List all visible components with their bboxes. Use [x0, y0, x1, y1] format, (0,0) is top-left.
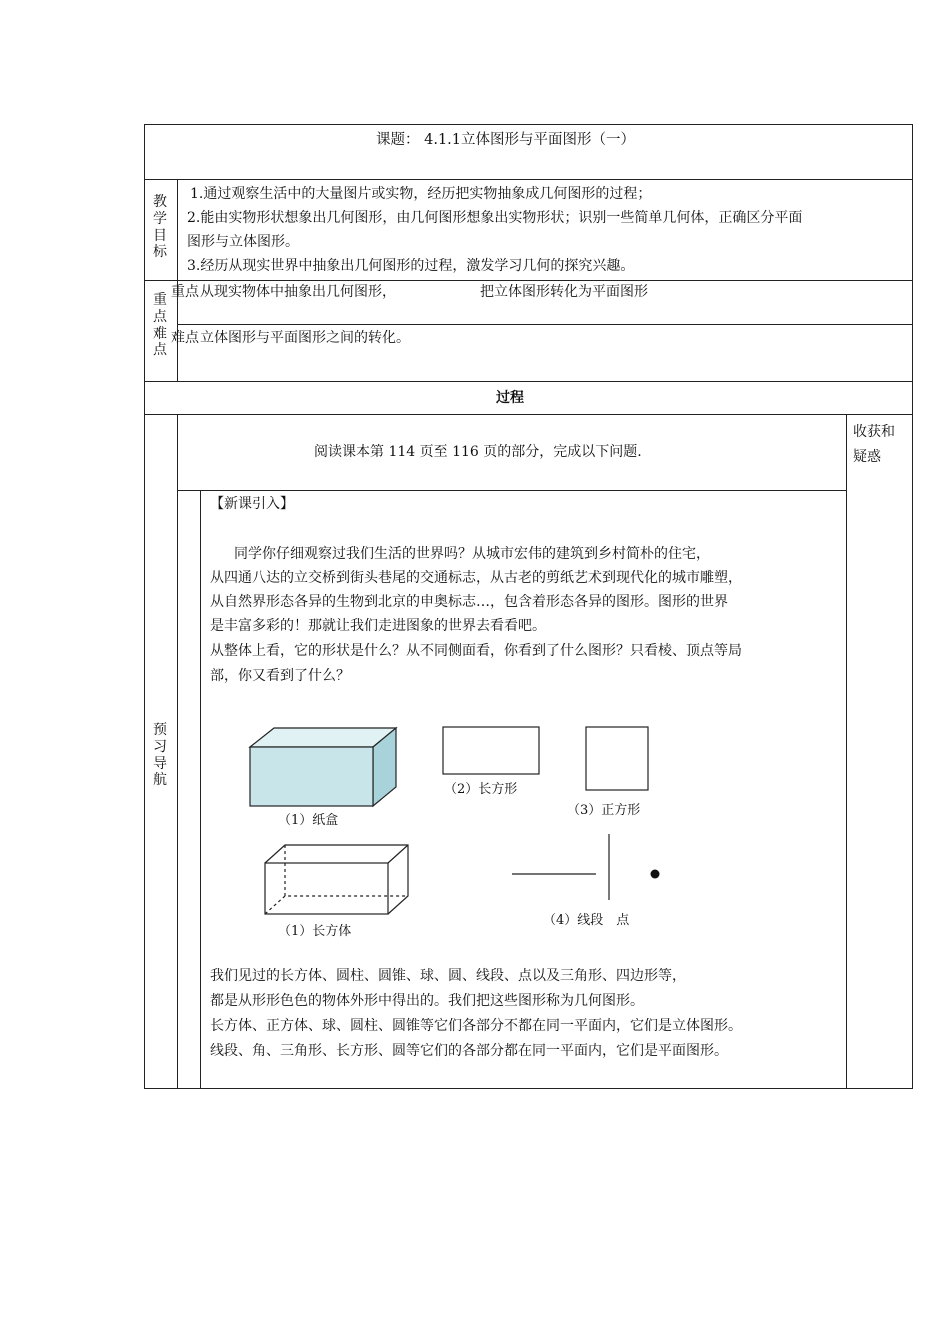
keypoints-label: 重 点 难 点 [153, 292, 167, 359]
square-figure [586, 727, 648, 790]
objective-line: 1.通过观察生活中的大量图片或实物，经历把实物抽象成几何图形的过程； [190, 186, 652, 202]
summary-line: 线段、角、三角形、长方形、圆等它们的各部分都在同一平面内，它们是平面图形。 [210, 1043, 728, 1059]
intro-line: 从四通八达的立交桥到街头巷尾的交通标志，从古老的剪纸艺术到现代化的城市雕塑， [210, 570, 742, 586]
rectangle-figure [443, 727, 539, 774]
intro-line: 部，你又看到了什么？ [210, 668, 350, 684]
geometry-figures [144, 124, 913, 1089]
difficult-point-prefix: 难点 [171, 330, 199, 346]
cuboid-figure [265, 845, 408, 914]
intro-line: 从自然界形态各异的生物到北京的申奥标志…，包含着形态各异的图形。图形的世界 [210, 594, 728, 610]
summary-line: 都是从形形色色的物体外形中得出的。我们把这些图形称为几何图形。 [210, 993, 644, 1009]
summary-line: 长方体、正方体、球、圆柱、圆锥等它们各部分不都在同一平面内，它们是立体图形。 [210, 1018, 742, 1034]
figure-caption: （3）正方形 [567, 803, 641, 818]
paper-box-figure [250, 728, 396, 806]
difficult-point-text: 立体图形与平面图形之间的转化。 [200, 330, 410, 346]
page-title: 课题： 4.1.1立体图形与平面图形（一） [376, 132, 636, 148]
summary-line: 我们见过的长方体、圆柱、圆锥、球、圆、线段、点以及三角形、四边形等， [210, 968, 686, 984]
process-heading: 过程 [496, 390, 524, 406]
objectives-label: 教 学 目 标 [153, 194, 167, 261]
figure-caption: （1）纸盒 [278, 813, 339, 828]
key-point-prefix: 重点 [171, 284, 199, 300]
reading-instruction: 阅读课本第 114 页至 116 页的部分，完成以下问题. [314, 444, 642, 460]
objective-line: 图形与立体图形。 [187, 234, 299, 250]
key-point-text: 把立体图形转化为平面图形 [480, 284, 648, 300]
figure-caption: （1）长方体 [278, 924, 352, 939]
point-figure [651, 870, 660, 879]
objective-line: 3.经历从现实世界中抽象出几何图形的过程，激发学习几何的探究兴趣。 [187, 258, 635, 274]
key-point-text: 从现实物体中抽象出几何图形， [200, 284, 396, 300]
lesson-plan-table [144, 124, 913, 1089]
intro-line: 是丰富多彩的！那就让我们走进图象的世界去看看吧。 [210, 618, 546, 634]
figure-caption: （2）长方形 [444, 782, 518, 797]
objective-line: 2.能由实物形状想象出几何图形，由几何图形想象出实物形状；识别一些简单几何体，正确区分平面 [187, 210, 803, 226]
guide-label: 预 习 导 航 [153, 722, 167, 789]
notes-column-header: 收获和 疑惑 [853, 424, 895, 465]
intro-line: 从整体上看，它的形状是什么？从不同侧面看，你看到了什么图形？只看棱、顶点等局 [210, 643, 742, 659]
section-title: 【新课引入】 [210, 496, 294, 512]
intro-line: 同学你仔细观察过我们生活的世界吗？从城市宏伟的建筑到乡村简朴的住宅， [234, 546, 710, 562]
figure-caption: （4）线段 点 [543, 913, 630, 928]
